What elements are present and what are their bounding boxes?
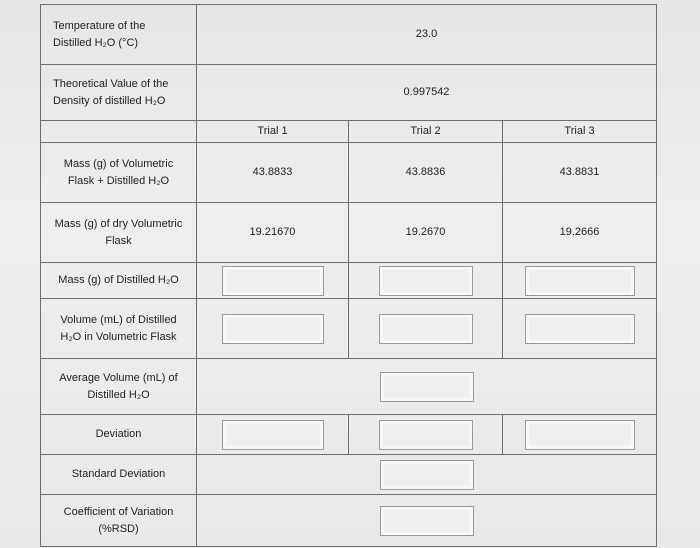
table-row-mass-flask-water <box>41 143 657 203</box>
volume-water-trial-2-cell <box>349 299 503 359</box>
volume-water-trial-3-cell <box>503 299 657 359</box>
table-row-volume-water <box>41 299 657 359</box>
mass-water-trial-1-cell <box>197 263 349 299</box>
temperature-label: Temperature of the Distilled H₂O (°C) <box>41 5 197 65</box>
table-row-mass-water <box>41 263 657 299</box>
standard-deviation-cell <box>197 455 657 495</box>
table-row-temperature <box>41 5 657 65</box>
mass-dry-flask-label: Mass (g) of dry Volumetric Flask <box>41 203 197 263</box>
mass-dry-flask-trial-3: 19.2666 <box>503 203 657 263</box>
mass-water-trial-1-input[interactable] <box>222 266 324 296</box>
average-volume-cell <box>197 359 657 415</box>
deviation-label: Deviation <box>41 415 197 455</box>
standard-deviation-label: Standard Deviation <box>41 455 197 495</box>
mass-water-label: Mass (g) of Distilled H₂O <box>41 263 197 299</box>
mass-dry-flask-trial-2: 19.2670 <box>349 203 503 263</box>
deviation-trial-1-input[interactable] <box>222 420 324 450</box>
header-trial-1: Trial 1 <box>197 121 349 143</box>
standard-deviation-input[interactable] <box>380 460 474 490</box>
table-row-trial-headers <box>41 121 657 143</box>
deviation-trial-2-cell <box>349 415 503 455</box>
density-label: Theoretical Value of the Density of distilled H₂O <box>41 65 197 121</box>
volume-water-trial-1-cell <box>197 299 349 359</box>
volume-water-trial-3-input[interactable] <box>525 314 635 344</box>
mass-water-trial-3-input[interactable] <box>525 266 635 296</box>
deviation-trial-3-input[interactable] <box>525 420 635 450</box>
mass-water-trial-2-cell <box>349 263 503 299</box>
volume-water-label: Volume (mL) of Distilled H₂O in Volumetric Flask <box>41 299 197 359</box>
coefficient-variation-input[interactable] <box>380 506 474 536</box>
density-value: 0.997542 <box>197 65 657 121</box>
mass-water-trial-3-cell <box>503 263 657 299</box>
volume-water-trial-1-input[interactable] <box>222 314 324 344</box>
deviation-trial-2-input[interactable] <box>379 420 473 450</box>
temperature-value: 23.0 <box>197 5 657 65</box>
mass-flask-water-trial-1: 43.8833 <box>197 143 349 203</box>
volume-water-trial-2-input[interactable] <box>379 314 473 344</box>
mass-water-trial-2-input[interactable] <box>379 266 473 296</box>
mass-flask-water-trial-3: 43.8831 <box>503 143 657 203</box>
average-volume-label: Average Volume (mL) of Distilled H₂O <box>41 359 197 415</box>
header-trial-3: Trial 3 <box>503 121 657 143</box>
table-row-density <box>41 65 657 121</box>
table-row-coefficient-variation <box>41 495 657 547</box>
mass-dry-flask-trial-1: 19.21670 <box>197 203 349 263</box>
coefficient-variation-label: Coefficient of Variation (%RSD) <box>41 495 197 547</box>
mass-flask-water-label: Mass (g) of Volumetric Flask + Distilled H₂O <box>41 143 197 203</box>
table-row-mass-dry-flask <box>41 203 657 263</box>
deviation-trial-3-cell <box>503 415 657 455</box>
table-row-average-volume <box>41 359 657 415</box>
density-data-table <box>40 4 657 547</box>
table-row-deviation <box>41 415 657 455</box>
mass-flask-water-trial-2: 43.8836 <box>349 143 503 203</box>
coefficient-variation-cell <box>197 495 657 547</box>
header-trial-2: Trial 2 <box>349 121 503 143</box>
table-row-standard-deviation <box>41 455 657 495</box>
average-volume-input[interactable] <box>380 372 474 402</box>
header-empty-cell <box>41 121 197 143</box>
deviation-trial-1-cell <box>197 415 349 455</box>
